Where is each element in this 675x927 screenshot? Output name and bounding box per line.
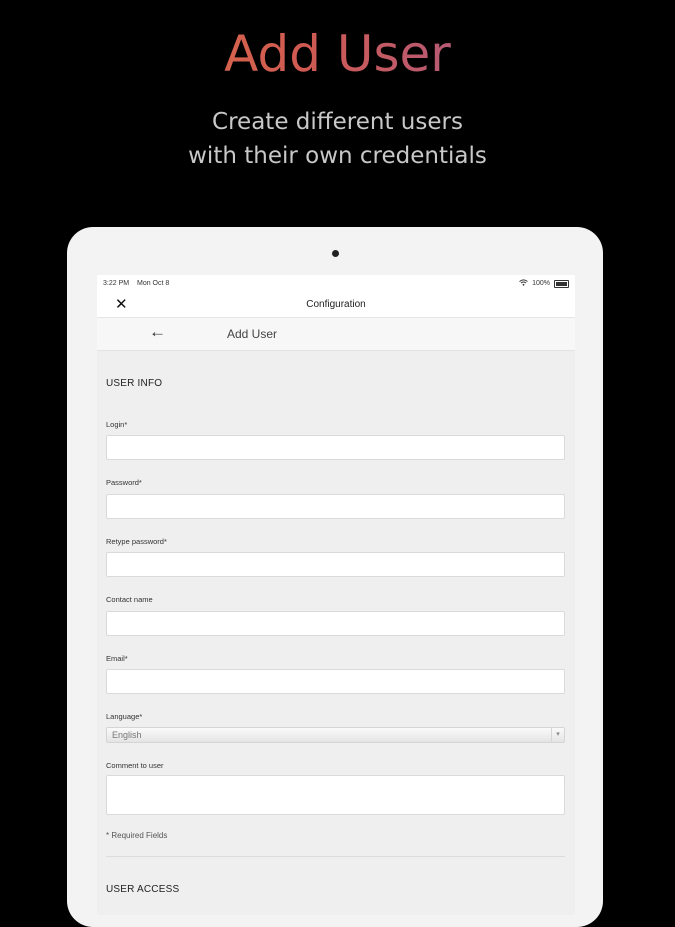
top-bar-title: Configuration <box>306 299 366 310</box>
promo-subtitle <box>0 105 675 173</box>
language-selected-value: English <box>112 730 142 740</box>
status-indicators <box>519 279 569 288</box>
contact-name-label: Contact name <box>106 595 153 604</box>
back-arrow-icon[interactable]: ← <box>149 322 166 341</box>
battery-percent: 100% <box>532 280 550 287</box>
retype-password-field[interactable] <box>106 552 565 577</box>
battery-icon <box>554 280 569 288</box>
language-label: Language* <box>106 712 143 721</box>
language-select[interactable] <box>106 727 565 743</box>
email-label: Email* <box>106 654 128 663</box>
retype-password-label: Retype password* <box>106 537 167 546</box>
status-date: Mon Oct 8 <box>137 280 170 287</box>
promo-subtitle-line-1: Create different users <box>212 109 463 135</box>
email-field[interactable] <box>106 669 565 694</box>
status-bar <box>97 275 575 293</box>
login-field[interactable] <box>106 435 565 460</box>
section-divider <box>106 856 565 857</box>
page-title: Add User <box>227 327 278 341</box>
chevron-down-icon: ▾ <box>551 728 564 742</box>
camera-dot <box>332 250 339 257</box>
section-heading-user-info: USER INFO <box>106 378 163 389</box>
tablet-frame <box>67 227 603 927</box>
required-fields-note: * Required Fields <box>106 831 168 840</box>
promo-title: Add User <box>0 22 675 86</box>
comment-label: Comment to user <box>106 761 164 770</box>
wifi-icon <box>519 279 528 288</box>
top-bar <box>97 293 575 318</box>
contact-name-field[interactable] <box>106 611 565 636</box>
status-time: 3:22 PM <box>103 280 130 287</box>
form-area <box>97 351 575 915</box>
nav-bar <box>97 318 575 351</box>
password-label: Password* <box>106 478 142 487</box>
password-field[interactable] <box>106 494 565 519</box>
section-heading-user-access: USER ACCESS <box>106 884 180 895</box>
login-label: Login* <box>106 420 128 429</box>
app-screen <box>97 275 575 915</box>
comment-field[interactable] <box>106 775 565 815</box>
promo-subtitle-line-2: with their own credentials <box>188 143 487 169</box>
close-icon[interactable]: ✕ <box>115 296 128 313</box>
